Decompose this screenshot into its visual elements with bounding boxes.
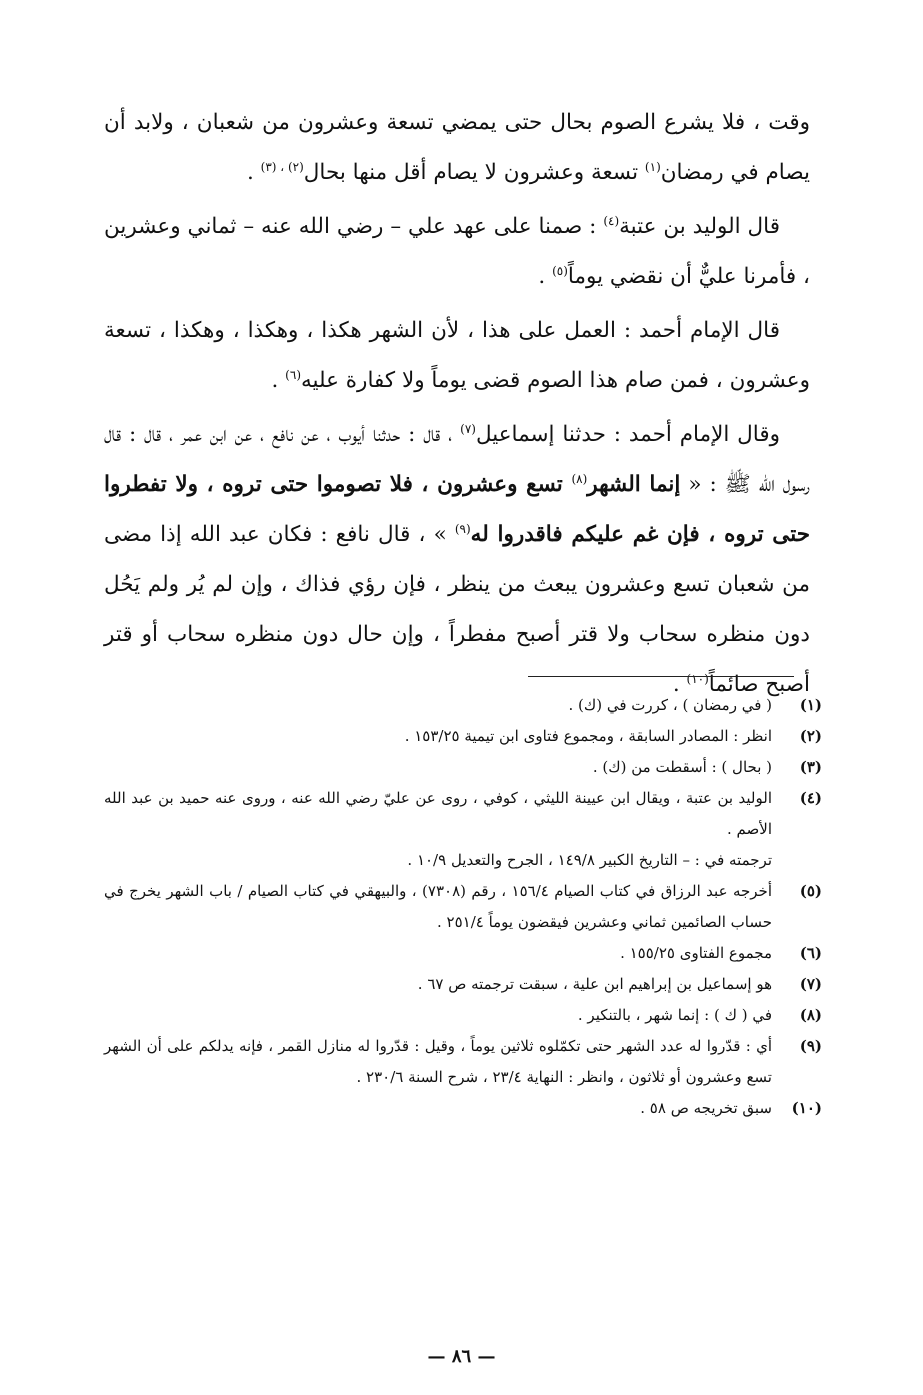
text-run: قال الإمام أحمد : العمل على هذا ، لأن الشهر هكذا ، وهكذا ، وهكذا ، تسعة وعشرون ، فمن صام هذا الصوم قضى يوماً ولا كفارة عليه bbox=[104, 318, 810, 393]
footnote-number: (١٠) bbox=[791, 1099, 822, 1117]
footnote-number: (٦) bbox=[799, 944, 822, 962]
footnote-text: مجموع الفتاوى ١٥٥/٢٥ . bbox=[620, 944, 772, 962]
footnotes bbox=[104, 690, 822, 1124]
footnote-number: (٨) bbox=[799, 1006, 822, 1024]
footnote-number: (٣) bbox=[799, 758, 822, 776]
footnote-ref[interactable]: (٦) bbox=[285, 367, 301, 382]
footnote-ref[interactable]: (١٠) bbox=[686, 671, 709, 686]
footnote-number: (٤) bbox=[799, 789, 822, 807]
footnote-text: أخرجه عبد الرزاق في كتاب الصيام ١٥٦/٤ ، رقم (٧٣٠٨) ، والبيهقي في كتاب الصيام / باب الشهر يخرج في حساب الصائمين ثماني وعشرين فيقضون يوماً ٢٥١/٤ . bbox=[104, 882, 772, 931]
footnote bbox=[104, 752, 822, 783]
text-run: . bbox=[246, 160, 261, 185]
text-run: وقت ، فلا يشرع الصوم بحال حتى يمضي تسعة وعشرون من شعبان ، ولابد أن يصام في رمضان bbox=[104, 110, 810, 185]
footnote-ref[interactable]: (٨) bbox=[571, 471, 588, 486]
footnote bbox=[104, 783, 822, 876]
footnote-number: (١) bbox=[799, 696, 822, 714]
footnote-number: (٧) bbox=[799, 975, 822, 993]
footnote bbox=[104, 876, 822, 938]
text-run: قال الوليد بن عتبة bbox=[619, 214, 781, 239]
paragraph-3 bbox=[104, 306, 810, 406]
footnote-ref[interactable]: (٧) bbox=[460, 421, 476, 436]
footnote bbox=[104, 969, 822, 1000]
footnote-line: الوليد بن عتبة ، ويقال ابن عيينة الليثي ، كوفي ، روى عن عليّ رضي الله عنه ، وروى عنه حميد بن عبد الله الأصم . bbox=[104, 789, 772, 838]
footnote-text bbox=[104, 783, 772, 876]
footnote-separator bbox=[528, 676, 794, 677]
hadith-text: تسع وعشرون ، فلا تصوموا حتى تروه ، ولا تفطروا حتى تروه ، فإن غم عليكم فاقدروا له bbox=[104, 472, 811, 547]
hadith-text: إنما الشهر bbox=[587, 472, 681, 497]
footnote bbox=[104, 1000, 822, 1031]
footnote bbox=[104, 938, 822, 969]
footnote bbox=[104, 721, 822, 752]
paragraph-1 bbox=[104, 98, 810, 198]
main-text bbox=[104, 98, 810, 714]
footnote-ref[interactable]: (٢) ، (٣) bbox=[260, 159, 304, 174]
footnote-text: انظر : المصادر السابقة ، ومجموع فتاوى ابن تيمية ١٥٣/٢٥ . bbox=[404, 727, 772, 745]
footnote-text: ( في رمضان ) ، كررت في (ك) . bbox=[568, 696, 772, 714]
footnote-number: (٥) bbox=[799, 882, 822, 900]
footnote-number: (٩) bbox=[799, 1037, 822, 1055]
footnote-text: ( بحال ) : أسقطت من (ك) . bbox=[592, 758, 772, 776]
footnote bbox=[104, 1031, 822, 1093]
text-run: . bbox=[672, 672, 687, 697]
paragraph-2 bbox=[104, 202, 810, 302]
footnote-text: سبق تخريجه ص ٥٨ . bbox=[640, 1099, 772, 1117]
footnote-text: أي : قدّروا له عدد الشهر حتى تكمّلوه ثلاثين يوماً ، وقيل : قدّروا له منازل القمر ، فإنه يدلكم على أن الشهر تسع وعشرون أو ثلاثون ، وانظر : النهاية ٢٣/٤ ، شرح السنة ٢٣٠/٦ . bbox=[104, 1037, 772, 1086]
footnote-ref[interactable]: (١) bbox=[644, 159, 661, 174]
footnote-ref[interactable]: (٤) bbox=[603, 213, 620, 228]
footnote bbox=[104, 690, 822, 721]
text-run: ، قال : حدثنا أيوب ، عن نافع ، عن ابن عمر ، قال : قال رسول الله ﷺ : « bbox=[104, 422, 810, 497]
footnote-text: في ( ك ) : إنما شهر ، بالتنكير . bbox=[577, 1006, 772, 1024]
footnote-text: هو إسماعيل بن إبراهيم ابن علية ، سبقت ترجمته ص ٦٧ . bbox=[417, 975, 772, 993]
footnote bbox=[104, 1093, 822, 1124]
footnote-ref[interactable]: (٩) bbox=[454, 521, 471, 536]
text-run: وقال الإمام أحمد : حدثنا إسماعيل bbox=[475, 422, 780, 447]
text-run: تسعة وعشرون لا يصام أقل منها بحال bbox=[303, 160, 645, 185]
footnote-line: ترجمته في : – التاريخ الكبير ١٤٩/٨ ، الجرح والتعديل ١٠/٩ . bbox=[407, 851, 772, 869]
text-run: . bbox=[271, 368, 286, 393]
paragraph-4 bbox=[104, 410, 810, 710]
page-number: — ٨٦ — bbox=[427, 1346, 496, 1367]
footnote-ref[interactable]: (٥) bbox=[552, 263, 568, 278]
footnote-number: (٢) bbox=[799, 727, 822, 745]
text-run: . bbox=[538, 264, 553, 289]
text-run: » ، قال نافع : فكان عبد الله إذا مضى من شعبان تسع وعشرون يبعث من ينظر ، فإن رؤي فذاك ، وإن لم يُر ولم يَحُل دون منظره سحاب ولا قتر أصبح مفطراً ، وإن حال دون منظره سحاب أو قتر أصبح صائماً bbox=[104, 522, 810, 697]
text-run: : صمنا على عهد علي – رضي الله عنه – ثماني وعشرين ، فأمرنا عليٌّ أن نقضي يوماً bbox=[104, 214, 810, 289]
